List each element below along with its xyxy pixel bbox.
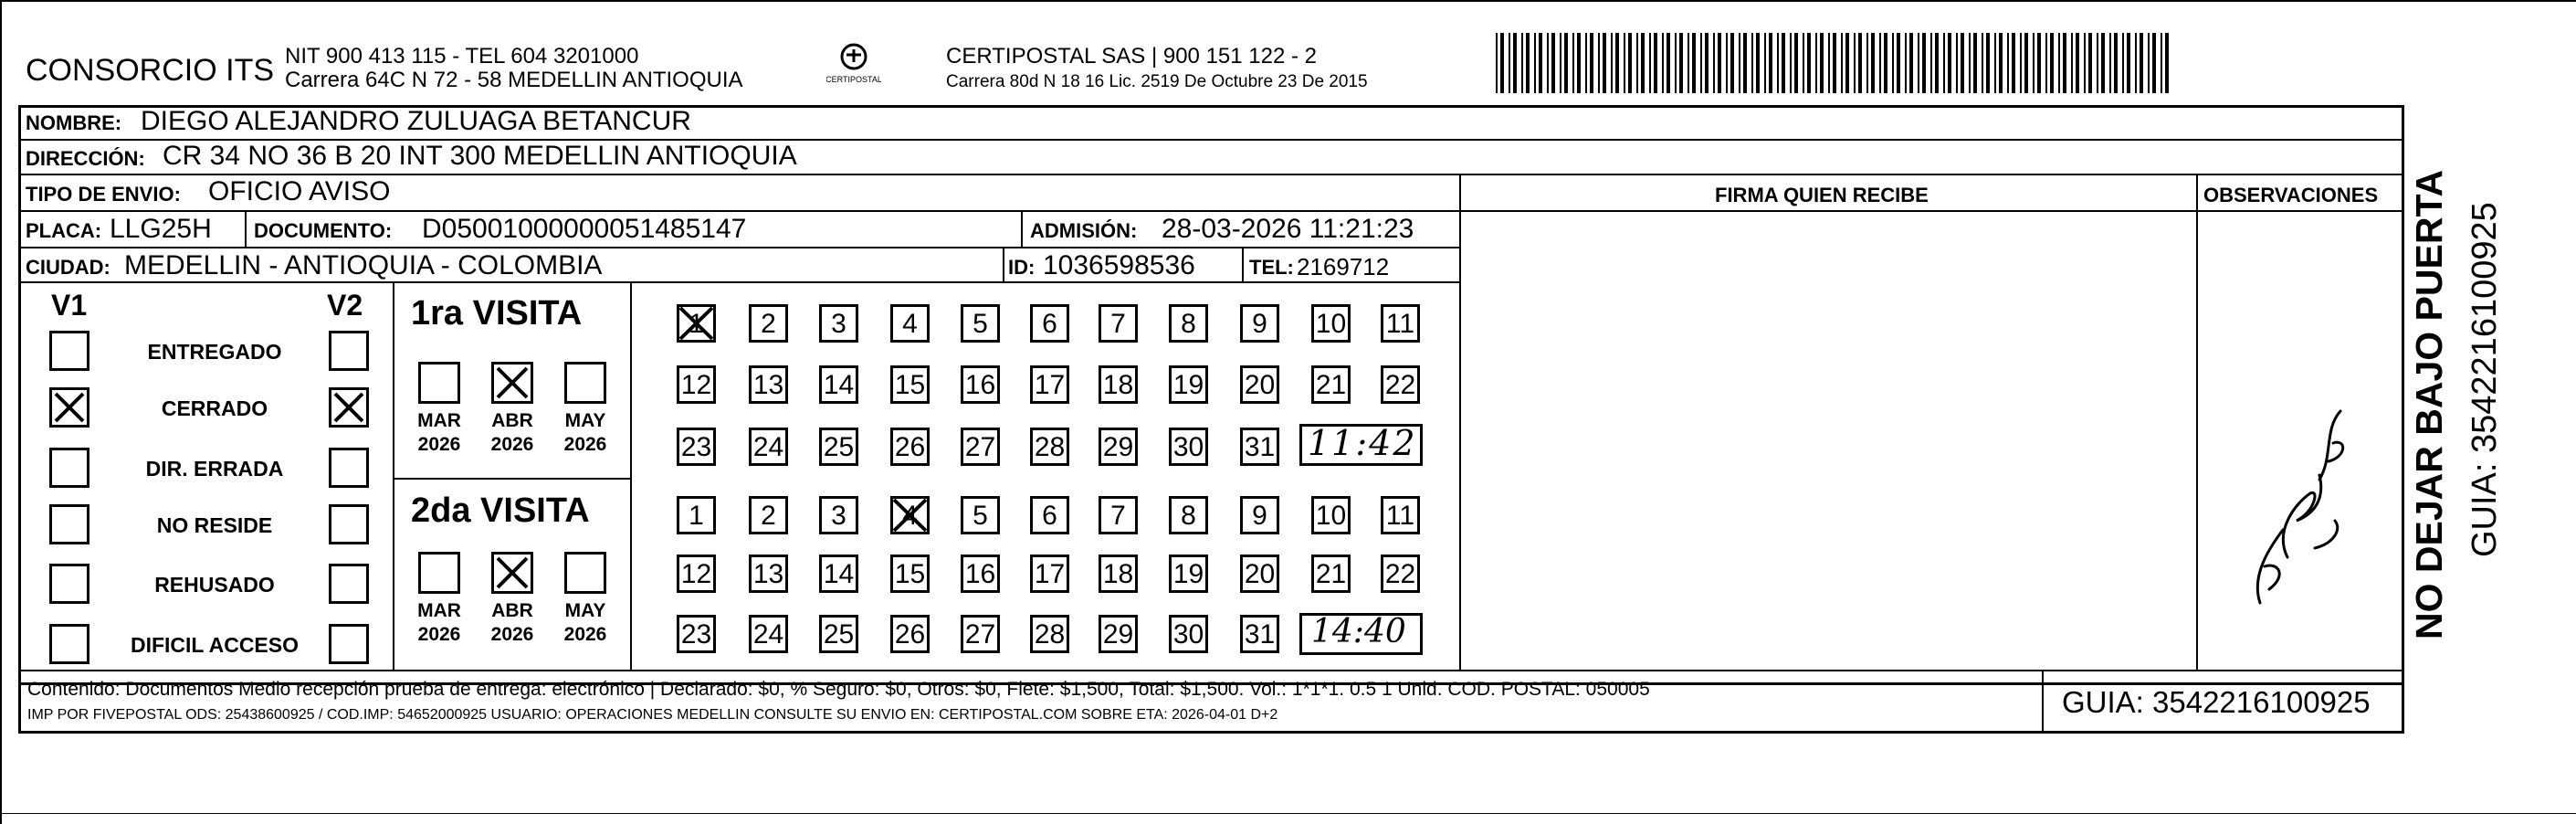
status-label: DIFICIL ACCESO (130, 633, 299, 657)
barcode-bar (2045, 33, 2047, 93)
month-label: MAR (417, 410, 461, 431)
barcode-bar (1730, 33, 1734, 93)
status-label: ENTREGADO (147, 340, 282, 364)
day-cell[interactable]: 4 (890, 304, 930, 343)
day-cell[interactable]: 27 (961, 428, 1000, 466)
barcode-bar (2084, 33, 2086, 93)
month-label: MAR (417, 600, 461, 621)
barcode-bar (2122, 33, 2124, 93)
day-cell[interactable]: 13 (749, 555, 788, 593)
day-cell[interactable]: 25 (819, 615, 858, 653)
v2-checkbox[interactable] (329, 448, 369, 488)
day-cell[interactable]: 10 (1311, 496, 1351, 534)
col-line (2196, 174, 2198, 670)
barcode-bar (1986, 33, 1990, 93)
visit2-title: 2da VISITA (411, 491, 590, 530)
day-cell[interactable]: 30 (1169, 428, 1208, 466)
barcode-bar (1667, 33, 1670, 93)
signature-label: FIRMA QUIEN RECIBE (1715, 184, 1929, 206)
day-cell[interactable]: 18 (1099, 555, 1138, 593)
bottom-line (0, 813, 2576, 814)
barcode-bar (1828, 33, 1830, 93)
barcode-bar (1751, 33, 1753, 93)
day-cell[interactable]: 15 (890, 555, 930, 593)
barcode-bar (1615, 33, 1619, 93)
barcode-bar (1743, 33, 1747, 93)
day-cell[interactable]: 31 (1240, 615, 1279, 653)
barcode-bar (1897, 33, 1900, 93)
day-cell[interactable]: 16 (961, 555, 1000, 593)
year-label: 2026 (490, 624, 534, 645)
barcode-bar (1790, 33, 1792, 93)
barcode-bar (2024, 33, 2028, 93)
name-label: NOMBRE: (26, 111, 122, 134)
barcode-bar (1854, 33, 1856, 93)
month-checkbox-abr[interactable] (491, 362, 533, 404)
v1-checkbox[interactable] (49, 564, 89, 604)
day-cell[interactable]: 31 (1240, 428, 1279, 466)
barcode-bar (1679, 33, 1683, 93)
year-label: 2026 (417, 434, 461, 455)
day-cell[interactable]: 7 (1099, 304, 1138, 343)
left-border (0, 0, 2, 824)
day-cell[interactable]: 19 (1169, 555, 1208, 593)
barcode-bar (1935, 33, 1939, 93)
barcode-bar (1982, 33, 1983, 93)
day-cell[interactable]: 12 (677, 365, 716, 404)
v1-checkbox[interactable] (49, 387, 89, 428)
city-label: CIUDAD: (26, 256, 110, 279)
v2-checkbox[interactable] (329, 624, 369, 664)
admission-value: 28-03-2026 11:21:23 (1162, 214, 1414, 244)
observations-label: OBSERVACIONES (2203, 184, 2379, 206)
day-cell[interactable]: 11 (1381, 304, 1420, 343)
barcode-bar (1943, 33, 1945, 93)
day-cell[interactable]: 16 (961, 365, 1000, 404)
side-warning: NO DEJAR BAJO PUERTA (2408, 169, 2450, 639)
barcode-bar (2101, 33, 2105, 93)
status-label: DIR. ERRADA (145, 457, 284, 481)
barcode-bar (1803, 33, 1804, 93)
barcode-bar (2148, 33, 2150, 93)
v2-checkbox[interactable] (329, 504, 369, 544)
barcode-bar (1884, 33, 1887, 93)
month-label: MAY (564, 410, 606, 431)
barcode-bar (2063, 33, 2066, 93)
barcode-bar (1794, 33, 1798, 93)
document-value: D05001000000051485147 (422, 214, 747, 244)
barcode-bar (1905, 33, 1907, 93)
col-line (1021, 210, 1023, 247)
day-cell[interactable]: 25 (819, 428, 858, 466)
day-cell[interactable]: 23 (677, 428, 716, 466)
row-line (18, 210, 2404, 212)
id-label: ID: (1008, 256, 1036, 279)
barcode-bar (1551, 33, 1555, 93)
day-cell[interactable]: 11 (1381, 496, 1420, 534)
col-line (1003, 247, 1004, 281)
barcode-bar (1628, 33, 1632, 93)
day-cell[interactable]: 28 (1030, 428, 1069, 466)
month-checkbox-mar[interactable] (418, 552, 460, 594)
barcode-bar (1598, 33, 1600, 93)
day-cell[interactable]: 5 (961, 304, 1000, 343)
day-cell[interactable]: 4 (890, 496, 930, 534)
day-cell[interactable]: 3 (819, 304, 858, 343)
barcode-bar (1560, 33, 1561, 93)
barcode-bar (2152, 33, 2156, 93)
top-border (0, 0, 2576, 2)
barcode-bar (2165, 33, 2169, 93)
day-cell[interactable]: 23 (677, 615, 716, 653)
day-cell[interactable]: 13 (749, 365, 788, 404)
barcode-bar (1961, 33, 1964, 93)
barcode-bar (2135, 33, 2137, 93)
day-cell[interactable]: 6 (1030, 496, 1069, 534)
status-label: CERRADO (161, 396, 268, 420)
barcode-bar (1585, 33, 1587, 93)
barcode-bar (1611, 33, 1613, 93)
barcode-bar (1590, 33, 1593, 93)
day-cell[interactable]: 8 (1169, 304, 1208, 343)
day-cell[interactable]: 5 (961, 496, 1000, 534)
address-line: Carrera 64C N 72 - 58 MEDELLIN ANTIOQUIA (285, 68, 743, 92)
certipostal-logo (826, 38, 881, 93)
barcode-bar (2007, 33, 2009, 93)
barcode-bar (1654, 33, 1657, 93)
month-checkbox-mar[interactable] (418, 362, 460, 404)
barcode-bar (2127, 33, 2130, 93)
barcode-bar (1973, 33, 1977, 93)
city-value: MEDELLIN - ANTIOQUIA - COLOMBIA (124, 250, 603, 280)
barcode-bar (1820, 33, 1824, 93)
company-name: CONSORCIO ITS (26, 53, 275, 88)
row-line (18, 174, 2404, 175)
day-cell[interactable]: 15 (890, 365, 930, 404)
month-label: ABR (491, 600, 533, 621)
address-label: DIRECCIÓN: (26, 147, 145, 170)
day-cell[interactable]: 1 (677, 304, 716, 343)
barcode-bar (1649, 33, 1651, 93)
day-cell[interactable]: 2 (749, 496, 788, 534)
day-cell[interactable]: 26 (890, 428, 930, 466)
barcode-bar (1764, 33, 1766, 93)
barcode-bar (1641, 33, 1645, 93)
id-value: 1036598536 (1043, 250, 1195, 280)
day-cell[interactable]: 28 (1030, 615, 1069, 653)
barcode-bar (1662, 33, 1664, 93)
barcode-bar (1713, 33, 1715, 93)
barcode-bar (1705, 33, 1709, 93)
barcode-bar (2097, 33, 2098, 93)
day-cell[interactable]: 14 (819, 555, 858, 593)
nit-line: NIT 900 413 115 - TEL 604 3201000 (285, 44, 639, 69)
barcode-bar (1718, 33, 1721, 93)
barcode-bar (1858, 33, 1862, 93)
barcode-bar (2033, 33, 2035, 93)
barcode-bar (1994, 33, 1996, 93)
plate-label: PLACA: (26, 219, 102, 242)
day-cell[interactable]: 18 (1099, 365, 1138, 404)
day-cell[interactable]: 1 (677, 496, 716, 534)
barcode-bar (1513, 33, 1517, 93)
v1-checkbox[interactable] (49, 504, 89, 544)
barcode-bar (1948, 33, 1951, 93)
month-label: ABR (491, 410, 533, 431)
barcode-bar (1564, 33, 1568, 93)
day-cell[interactable]: 21 (1311, 365, 1351, 404)
type-label: TIPO DE ENVIO: (26, 183, 181, 206)
col-line (245, 210, 247, 247)
barcode-bar (1845, 33, 1849, 93)
day-cell[interactable]: 10 (1311, 304, 1351, 343)
barcode-bar (2114, 33, 2118, 93)
month-checkbox-may[interactable] (564, 362, 606, 404)
day-cell[interactable]: 17 (1030, 555, 1069, 593)
side-guia: GUIA: 3542216100925 (2466, 202, 2504, 557)
barcode-bar (1624, 33, 1625, 93)
carrier-address: Carrera 80d N 18 16 Lic. 2519 De Octubre 23 De 2015 (946, 72, 1368, 91)
admission-label: ADMISIÓN: (1030, 219, 1138, 242)
barcode-bar (1500, 33, 1504, 93)
v2-checkbox[interactable] (329, 331, 369, 371)
month-label: MAY (564, 600, 606, 621)
barcode-bar (1879, 33, 1881, 93)
day-cell[interactable]: 24 (749, 428, 788, 466)
barcode-bar (1688, 33, 1689, 93)
barcode-bar (1866, 33, 1868, 93)
day-cell[interactable]: 22 (1381, 365, 1420, 404)
barcode-bar (1969, 33, 1971, 93)
day-cell[interactable]: 14 (819, 365, 858, 404)
day-cell[interactable]: 8 (1169, 496, 1208, 534)
barcode-bar (1526, 33, 1530, 93)
day-cell[interactable]: 21 (1311, 555, 1351, 593)
v1-checkbox[interactable] (49, 624, 89, 664)
col-line (1242, 247, 1244, 281)
v1-checkbox[interactable] (49, 448, 89, 488)
barcode-bar (1756, 33, 1760, 93)
recipient-name: DIEGO ALEJANDRO ZULUAGA BETANCUR (141, 106, 691, 136)
barcode-bar (1496, 33, 1498, 93)
month-checkbox-abr[interactable] (491, 552, 533, 594)
day-x-mark (890, 496, 930, 544)
barcode-bar (1999, 33, 2003, 93)
barcode-bar (2058, 33, 2060, 93)
barcode-bar (1547, 33, 1549, 93)
visit-split-line (393, 478, 632, 480)
document-label: DOCUMENTO: (254, 219, 393, 242)
year-label: 2026 (417, 624, 461, 645)
barcode-bar (1777, 33, 1779, 93)
barcode-bar (2109, 33, 2111, 93)
day-cell[interactable]: 19 (1169, 365, 1208, 404)
day-cell[interactable]: 27 (961, 615, 1000, 653)
barcode-bar (1739, 33, 1740, 93)
barcode-bar (1782, 33, 1785, 93)
barcode-bar (2037, 33, 2041, 93)
carrier-line: CERTIPOSTAL SAS | 900 151 122 - 2 (946, 44, 1317, 69)
status-label: NO RESIDE (156, 513, 273, 537)
barcode-bar (2012, 33, 2015, 93)
day-cell[interactable]: 9 (1240, 304, 1279, 343)
visit1-handwritten-time: 11:42 (1308, 423, 1417, 463)
month-checkbox-may[interactable] (564, 552, 606, 594)
day-cell[interactable]: 12 (677, 555, 716, 593)
barcode-bar (1807, 33, 1811, 93)
tel-label: TEL: (1249, 256, 1294, 279)
barcode-bar (1871, 33, 1875, 93)
day-cell[interactable]: 29 (1099, 428, 1138, 466)
v1-label: V1 (51, 289, 88, 322)
barcode-bar (1769, 33, 1772, 93)
v2-checkbox[interactable] (329, 564, 369, 604)
barcode-bar (2140, 33, 2143, 93)
day-cell[interactable]: 9 (1240, 496, 1279, 534)
day-cell[interactable]: 6 (1030, 304, 1069, 343)
barcode-bar (2161, 33, 2162, 93)
year-label: 2026 (490, 434, 534, 455)
visit2-handwritten-time: 14:40 (1311, 613, 1406, 650)
barcode-bar (1956, 33, 1958, 93)
col-line (1459, 174, 1461, 670)
barcode-bar (1534, 33, 1536, 93)
barcode-bar (2088, 33, 2092, 93)
barcode-bar (1833, 33, 1836, 93)
status-label: REHUSADO (154, 573, 275, 597)
barcode (1496, 33, 2179, 93)
barcode-bar (1692, 33, 1696, 93)
barcode-bar (1892, 33, 1894, 93)
year-label: 2026 (563, 624, 607, 645)
day-cell[interactable]: 17 (1030, 365, 1069, 404)
day-cell[interactable]: 7 (1099, 496, 1138, 534)
content-line: Contenido: Documentos Medio recepción prueba de entrega: electrónico | Declarado: $0, % Seguro: $0, Otros: $0, Flete: $1,500, Total: $1,500. Vol.: 1*1*1. 0.5 1 Unid. COD. POSTAL: 050005 (27, 679, 1650, 700)
day-cell[interactable]: 26 (890, 615, 930, 653)
v2-label: V2 (327, 289, 363, 322)
v2-checkbox[interactable] (329, 387, 369, 428)
barcode-bar (1521, 33, 1523, 93)
barcode-bar (1675, 33, 1677, 93)
barcode-bar (2071, 33, 2073, 93)
visit1-title: 1ra VISITA (411, 294, 583, 333)
footer-guia: GUIA: 3542216100925 (2062, 685, 2371, 719)
day-cell[interactable]: 2 (749, 304, 788, 343)
barcode-bar (1815, 33, 1817, 93)
day-cell[interactable]: 29 (1099, 615, 1138, 653)
barcode-bar (1726, 33, 1728, 93)
day-cell[interactable]: 30 (1169, 615, 1208, 653)
day-x-mark (677, 304, 716, 352)
barcode-bar (2020, 33, 2022, 93)
barcode-bar (1539, 33, 1542, 93)
row-line (18, 281, 1459, 283)
svg-text:CERTIPOSTAL: CERTIPOSTAL (826, 75, 881, 84)
barcode-bar (1700, 33, 1702, 93)
barcode-bar (1636, 33, 1638, 93)
day-cell[interactable]: 22 (1381, 555, 1420, 593)
barcode-bar (1509, 33, 1510, 93)
day-cell[interactable]: 24 (749, 615, 788, 653)
barcode-bar (1918, 33, 1919, 93)
day-cell[interactable]: 20 (1240, 555, 1279, 593)
handwritten-signature (2233, 393, 2370, 621)
barcode-bar (1930, 33, 1932, 93)
tel-value: 2169712 (1297, 253, 1390, 280)
recipient-address: CR 34 NO 36 B 20 INT 300 MEDELLIN ANTIOQUIA (163, 141, 797, 171)
year-label: 2026 (563, 434, 607, 455)
barcode-bar (1909, 33, 1913, 93)
barcode-bar (1841, 33, 1843, 93)
v1-checkbox[interactable] (49, 331, 89, 371)
col-line (393, 281, 394, 670)
barcode-bar (1603, 33, 1606, 93)
plate-value: LLG25H (110, 214, 212, 244)
barcode-bar (1577, 33, 1581, 93)
day-cell[interactable]: 20 (1240, 365, 1279, 404)
barcode-bar (2050, 33, 2054, 93)
shipment-type: OFICIO AVISO (208, 176, 391, 206)
col-line (630, 281, 632, 670)
day-cell[interactable]: 3 (819, 496, 858, 534)
barcode-bar (1572, 33, 1574, 93)
barcode-bar (2076, 33, 2079, 93)
imp-line: IMP POR FIVEPOSTAL ODS: 25438600925 / COD.IMP: 54652000925 USUARIO: OPERACIONES MEDELLIN CONSULTE SU ENVIO EN: CERTIPOSTAL.COM SOBRE ETA: 2026-04-01 D+2 (27, 707, 1278, 723)
barcode-bar (1922, 33, 1926, 93)
